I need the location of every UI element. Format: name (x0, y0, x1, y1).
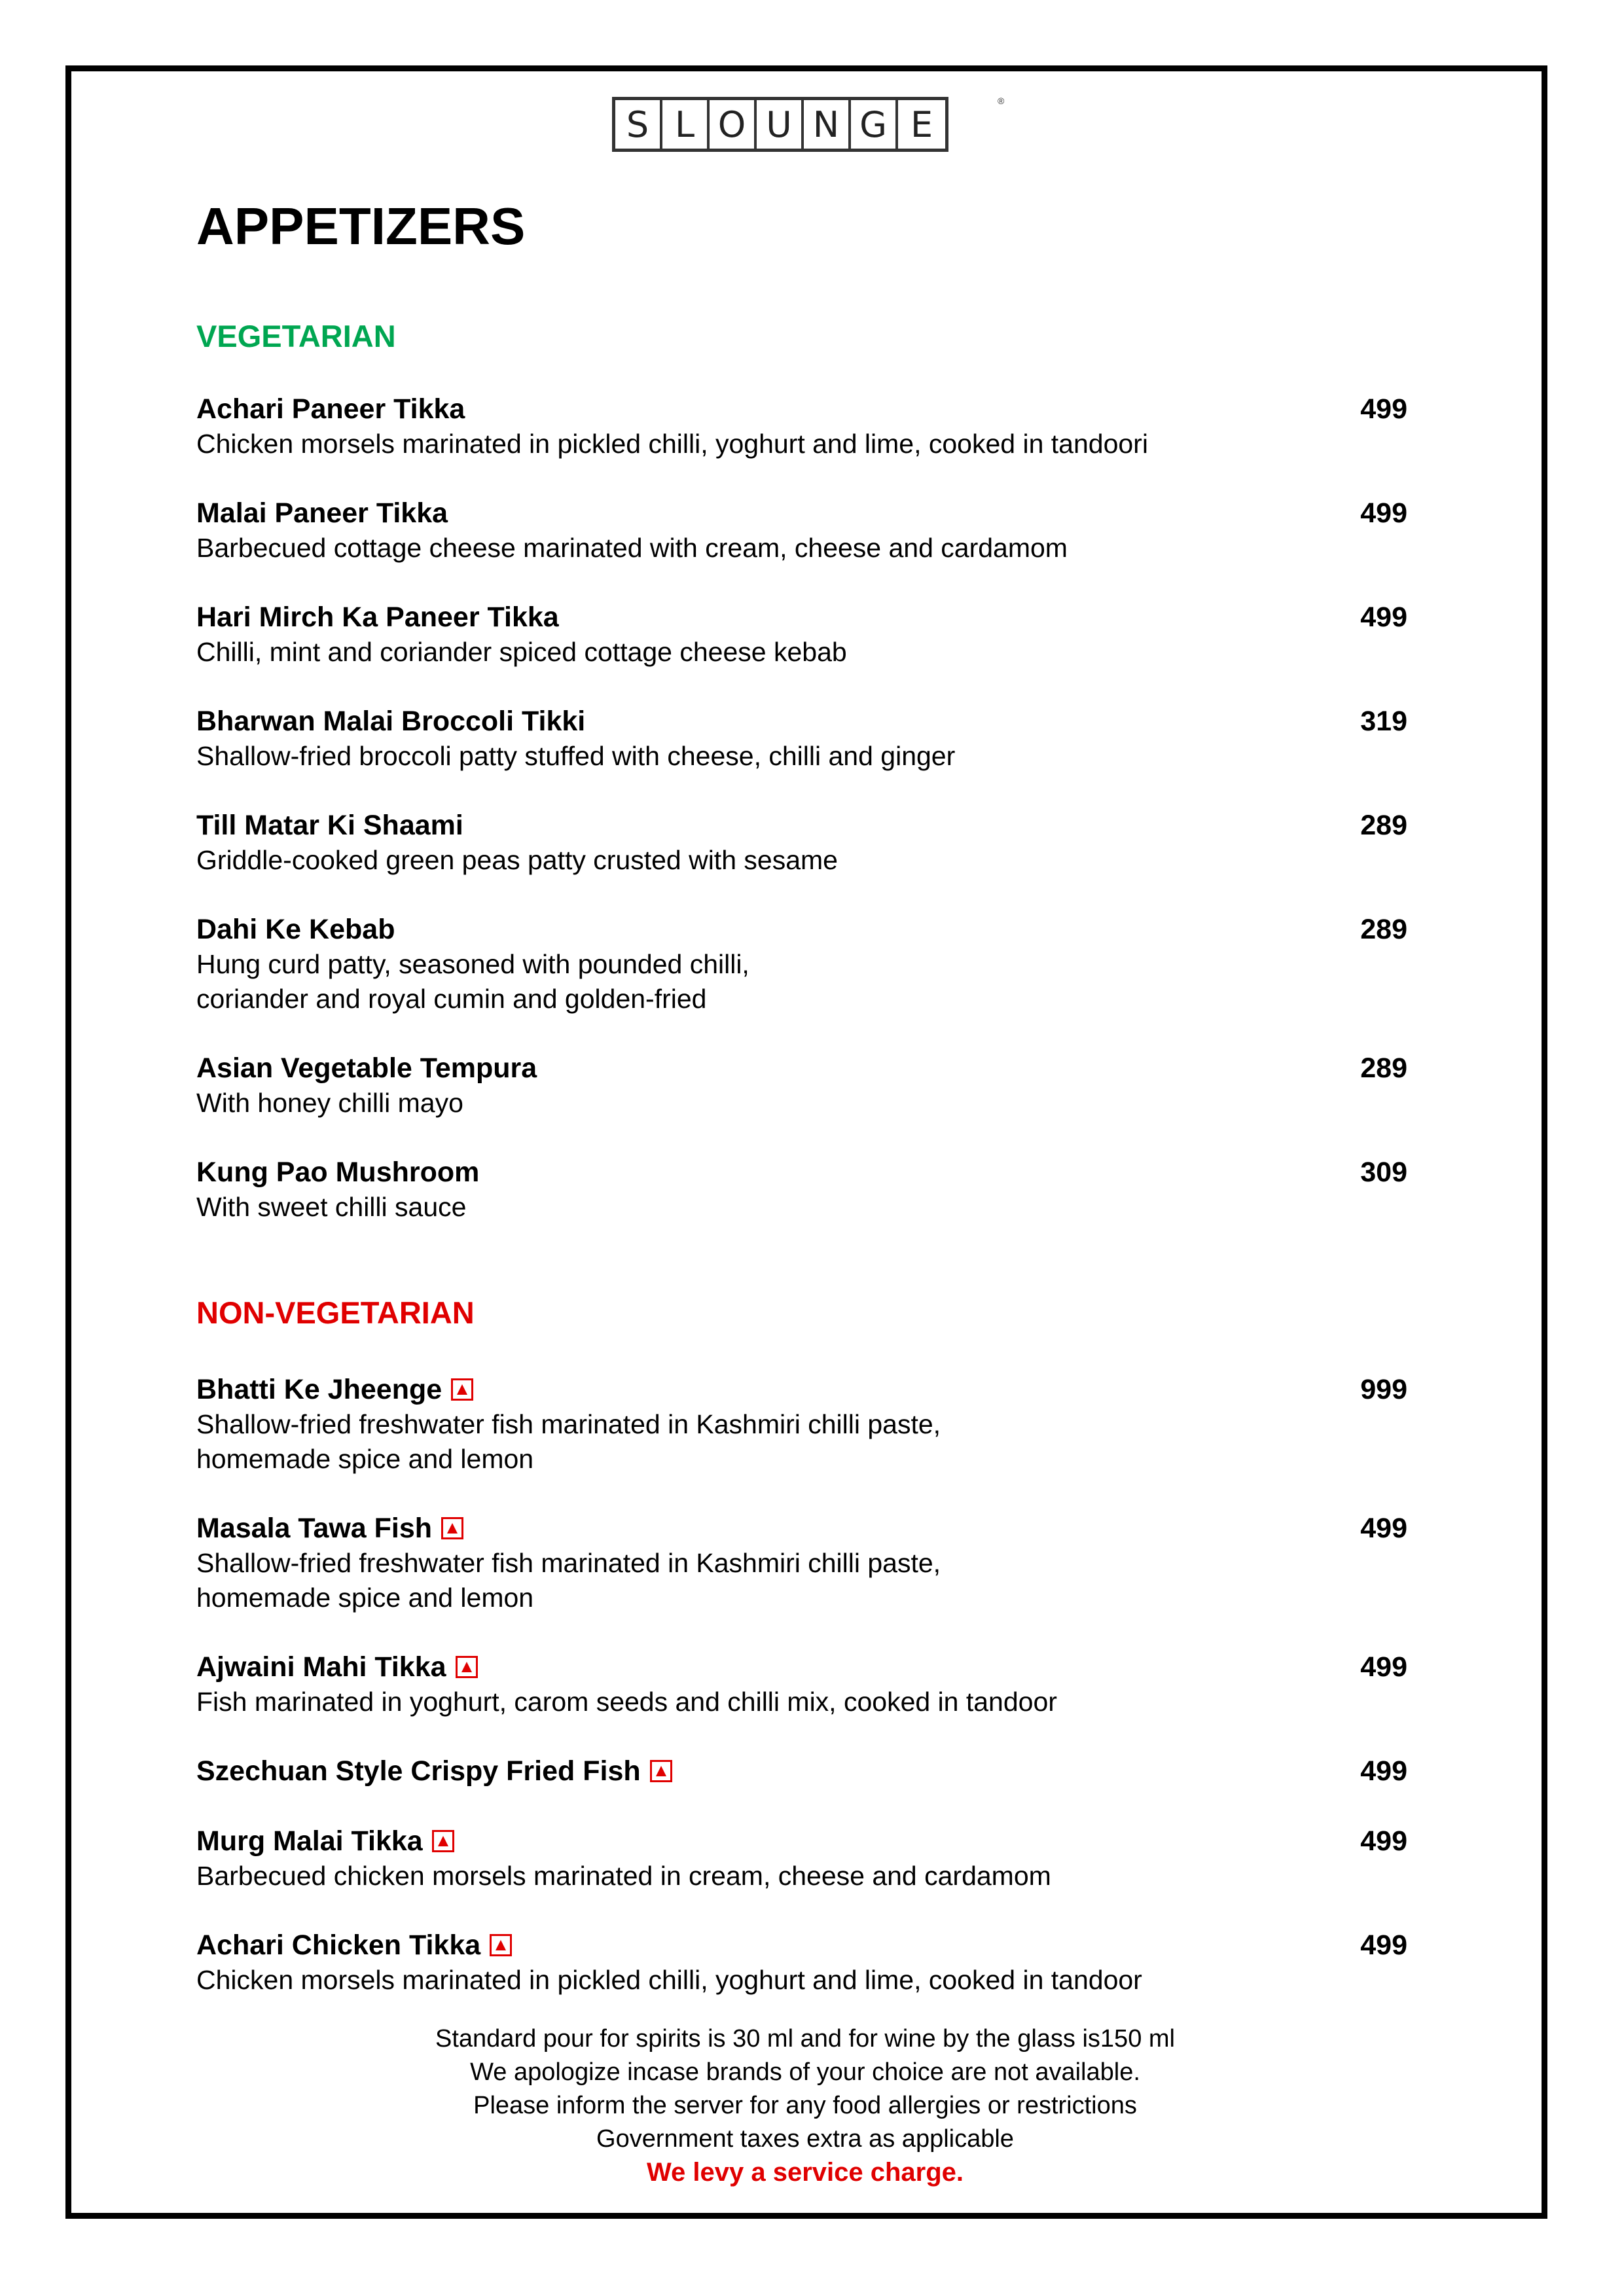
menu-item-name-row (196, 1753, 1407, 1789)
menu-item-name-row (196, 912, 1407, 947)
menu-item-name: Bhatti Ke Jheenge (196, 1374, 442, 1405)
menu-item (196, 1753, 1407, 1789)
service-charge-note: We levy a service charge. (646, 2158, 964, 2187)
menu-item-price: 499 (1360, 1755, 1407, 1787)
footer-line: Government taxes extra as applicable (596, 2125, 1014, 2153)
non-veg-icon (432, 1830, 454, 1852)
menu-item (196, 1928, 1407, 1998)
menu-item (196, 912, 1407, 1016)
menu-item (196, 1050, 1407, 1121)
menu-item-price: 289 (1360, 810, 1407, 841)
menu-item-name: Dahi Ke Kebab (196, 914, 395, 945)
menu-item-description: Fish marinated in yoghurt, carom seeds and chilli mix, cooked in tandoor (196, 1687, 1057, 1717)
logo-letter: S (615, 100, 662, 149)
menu-item-name-row (196, 1155, 1407, 1190)
menu-item-name-row (196, 808, 1407, 843)
menu-item-price: 499 (1360, 1513, 1407, 1544)
logo-letter: L (662, 100, 710, 149)
menu-item-name: Hari Mirch Ka Paneer Tikka (196, 601, 559, 633)
footer-line: We apologize incase brands of your choice are not available. (470, 2058, 1140, 2086)
menu-item-name: Szechuan Style Crispy Fried Fish (196, 1755, 641, 1787)
slounge-logo (612, 97, 948, 152)
footer-line: Standard pour for spirits is 30 ml and for wine by the glass is150 ml (435, 2025, 1175, 2053)
menu-item-price: 499 (1360, 1929, 1407, 1961)
menu-item-price: 499 (1360, 601, 1407, 633)
menu-item (196, 1823, 1407, 1893)
non-veg-icon (456, 1656, 478, 1678)
menu-frame (65, 65, 1547, 2219)
non-veg-icon (441, 1517, 463, 1539)
menu-item (196, 495, 1407, 565)
registered-mark: ® (998, 96, 1005, 106)
menu-item-name-row (196, 1823, 1407, 1859)
menu-item-description: Chilli, mint and coriander spiced cottage cheese kebab (196, 637, 847, 667)
menu-item-name-row (196, 1928, 1407, 1963)
footer-line: Please inform the server for any food allergies or restrictions (473, 2092, 1137, 2119)
menu-item-description: Shallow-fried freshwater fish marinated in Kashmiri chilli paste, (196, 1409, 941, 1439)
menu-item (196, 1155, 1407, 1225)
menu-item-price: 499 (1360, 393, 1407, 425)
menu-item-price: 319 (1360, 706, 1407, 737)
menu-item-description: Chicken morsels marinated in pickled chilli, yoghurt and lime, cooked in tandoor (196, 1965, 1142, 1995)
menu-item-description: Barbecued cottage cheese marinated with cream, cheese and cardamom (196, 533, 1068, 563)
menu-item-price: 289 (1360, 914, 1407, 945)
menu-item-name: Kung Pao Mushroom (196, 1157, 480, 1188)
menu-item-description: Shallow-fried broccoli patty stuffed with cheese, chilli and ginger (196, 741, 956, 771)
logo-letter: N (804, 100, 851, 149)
section-title-non-vegetarian: NON-VEGETARIAN (196, 1295, 475, 1330)
menu-item (196, 704, 1407, 774)
menu-item-name-row (196, 495, 1407, 531)
menu-item-name: Achari Paneer Tikka (196, 393, 465, 425)
menu-item-description: Barbecued chicken morsels marinated in cream, cheese and cardamom (196, 1861, 1051, 1891)
logo-letter: O (710, 100, 757, 149)
menu-item-name-row (196, 1372, 1407, 1407)
menu-item (196, 600, 1407, 670)
non-veg-icon (490, 1934, 512, 1956)
menu-item-name-row (196, 391, 1407, 427)
menu-item-name-row (196, 1649, 1407, 1685)
menu-item-name: Malai Paneer Tikka (196, 497, 448, 529)
page-title: APPETIZERS (196, 197, 526, 255)
menu-item-description: homemade spice and lemon (196, 1444, 534, 1474)
menu-item-name: Asian Vegetable Tempura (196, 1052, 537, 1084)
menu-item-name-row (196, 1050, 1407, 1086)
menu-footer (196, 2022, 1414, 2189)
menu-item (196, 391, 1407, 461)
menu-item-description: With sweet chilli sauce (196, 1192, 467, 1222)
menu-item-description: Hung curd patty, seasoned with pounded chilli, (196, 949, 749, 979)
menu-item-price: 999 (1360, 1374, 1407, 1405)
menu-item (196, 808, 1407, 878)
menu-item-price: 499 (1360, 1651, 1407, 1683)
menu-item-description: Chicken morsels marinated in pickled chilli, yoghurt and lime, cooked in tandoori (196, 429, 1148, 459)
menu-item (196, 1649, 1407, 1719)
menu-item (196, 1511, 1407, 1615)
menu-item-price: 499 (1360, 1825, 1407, 1857)
non-veg-icon (451, 1378, 473, 1401)
menu-item-name: Masala Tawa Fish (196, 1513, 433, 1544)
menu-item-name-row (196, 1511, 1407, 1546)
logo-letter: E (910, 103, 933, 145)
menu-item-name: Achari Chicken Tikka (196, 1929, 481, 1961)
menu-item-name: Till Matar Ki Shaami (196, 810, 463, 841)
logo-letter: U (757, 100, 804, 149)
menu-item-price: 499 (1360, 497, 1407, 529)
menu-item-description: With honey chilli mayo (196, 1088, 463, 1118)
menu-item-description: Griddle-cooked green peas patty crusted with sesame (196, 845, 838, 875)
menu-item-name: Ajwaini Mahi Tikka (196, 1651, 446, 1683)
menu-item (196, 1372, 1407, 1477)
menu-item-description: homemade spice and lemon (196, 1583, 534, 1613)
menu-item-description: Shallow-fried freshwater fish marinated in Kashmiri chilli paste, (196, 1548, 941, 1578)
menu-item-price: 309 (1360, 1157, 1407, 1188)
menu-item-name-row (196, 600, 1407, 635)
menu-item-price: 289 (1360, 1052, 1407, 1084)
menu-item-description: coriander and royal cumin and golden-fried (196, 984, 707, 1014)
logo-letter: G (851, 100, 898, 149)
menu-item-name-row (196, 704, 1407, 739)
section-title-vegetarian: VEGETARIAN (196, 319, 396, 353)
non-veg-icon (650, 1760, 672, 1782)
menu-item-name: Murg Malai Tikka (196, 1825, 423, 1857)
menu-item-name: Bharwan Malai Broccoli Tikki (196, 706, 586, 737)
